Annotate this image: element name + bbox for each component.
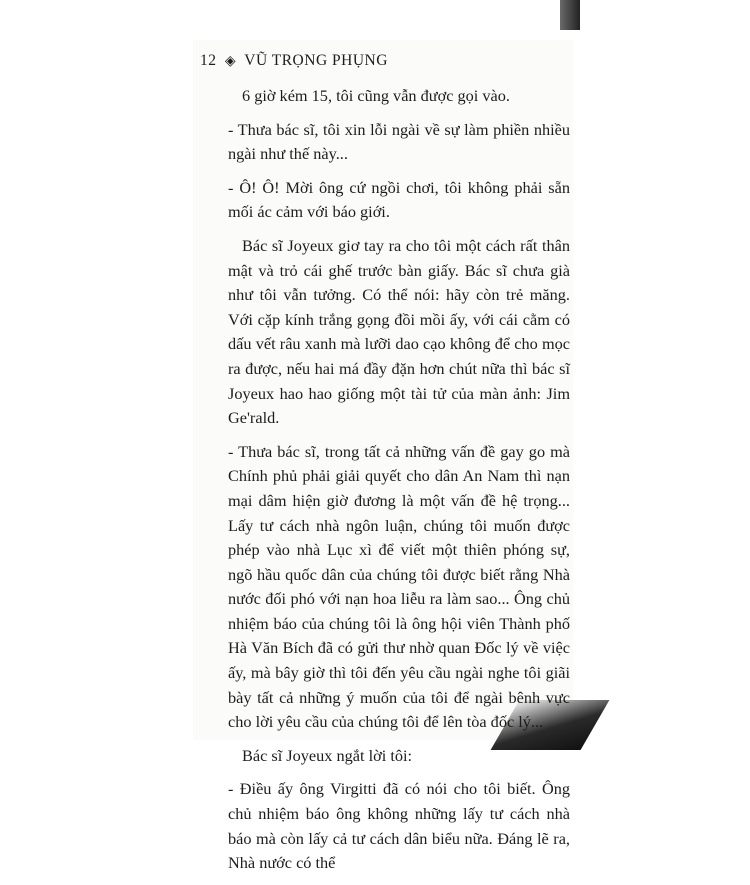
paragraph-2: - Thưa bác sĩ, tôi xin lỗi ngài về sự làm phiền nhiều ngài như thế này... [228, 119, 570, 164]
body-text [228, 84, 570, 885]
author-name: VŨ TRỌNG PHỤNG [244, 52, 388, 69]
page-edge-shadow-top [560, 0, 580, 30]
page-number: 12 [200, 52, 217, 69]
ornament-icon: ◈ [224, 54, 237, 69]
paragraph-7: - Điều ấy ông Virgitti đã có nói cho tôi biết. Ông chủ nhiệm báo ông không những lấy tư cách nhà báo mà còn lấy cả tư cách dân biểu nữa. Đáng lẽ ra, Nhà nước có thể [228, 779, 570, 873]
paragraph-5: - Thưa bác sĩ, trong tất cả những vấn đề gay go mà Chính phủ phải giải quyết cho dân An Nam thì nạn mại dâm hiện giờ đương là một vấn đề hệ trọng... Lấy tư cách nhà ngôn luận, chúng tôi muốn được phép vào nhà Lục xì để viết một thiên phóng sự, ngõ hầu quốc dân của chúng tôi được biết rằng Nhà nước đối phó với nạn hoa liễu ra làm sao... Ông chủ nhiệm báo của chúng tôi là ông hội viên Thành phố Hà Văn Bích đã có gửi thư nhờ quan Đốc lý về việc ấy, mà bây giờ thì tôi đến yêu cầu ngài nghe tôi giãi bày tất cả những ý muốn của tôi để ngài bênh vực cho lời yêu cầu của chúng tôi để lên tòa đốc lý... [228, 441, 570, 732]
running-header [200, 52, 388, 70]
paragraph-1: 6 giờ kém 15, tôi cũng vẫn được gọi vào. [242, 86, 510, 105]
paragraph-4: Bác sĩ Joyeux giơ tay ra cho tôi một cách rất thân mật và trỏ cái ghế trước bàn giấy. Bác sĩ chưa già như tôi vẫn tưởng. Có thể nói: hãy còn trẻ măng. Với cặp kính trắng gọng đồi mồi ấy, với cái cằm có dấu vết râu xanh mà lưỡi dao cạo không để cho mọc ra được, nếu hai má đầy đặn hơn chút nữa thì bác sĩ Joyeux hao hao giống một tài tử của màn ảnh: Jim Ge'rald. [228, 235, 570, 428]
paragraph-6: Bác sĩ Joyeux ngắt lời tôi: [242, 745, 413, 765]
paragraph-3: - Ô! Ô! Mời ông cứ ngồi chơi, tôi không phải sẵn mối ác cảm với báo giới. [228, 177, 570, 222]
